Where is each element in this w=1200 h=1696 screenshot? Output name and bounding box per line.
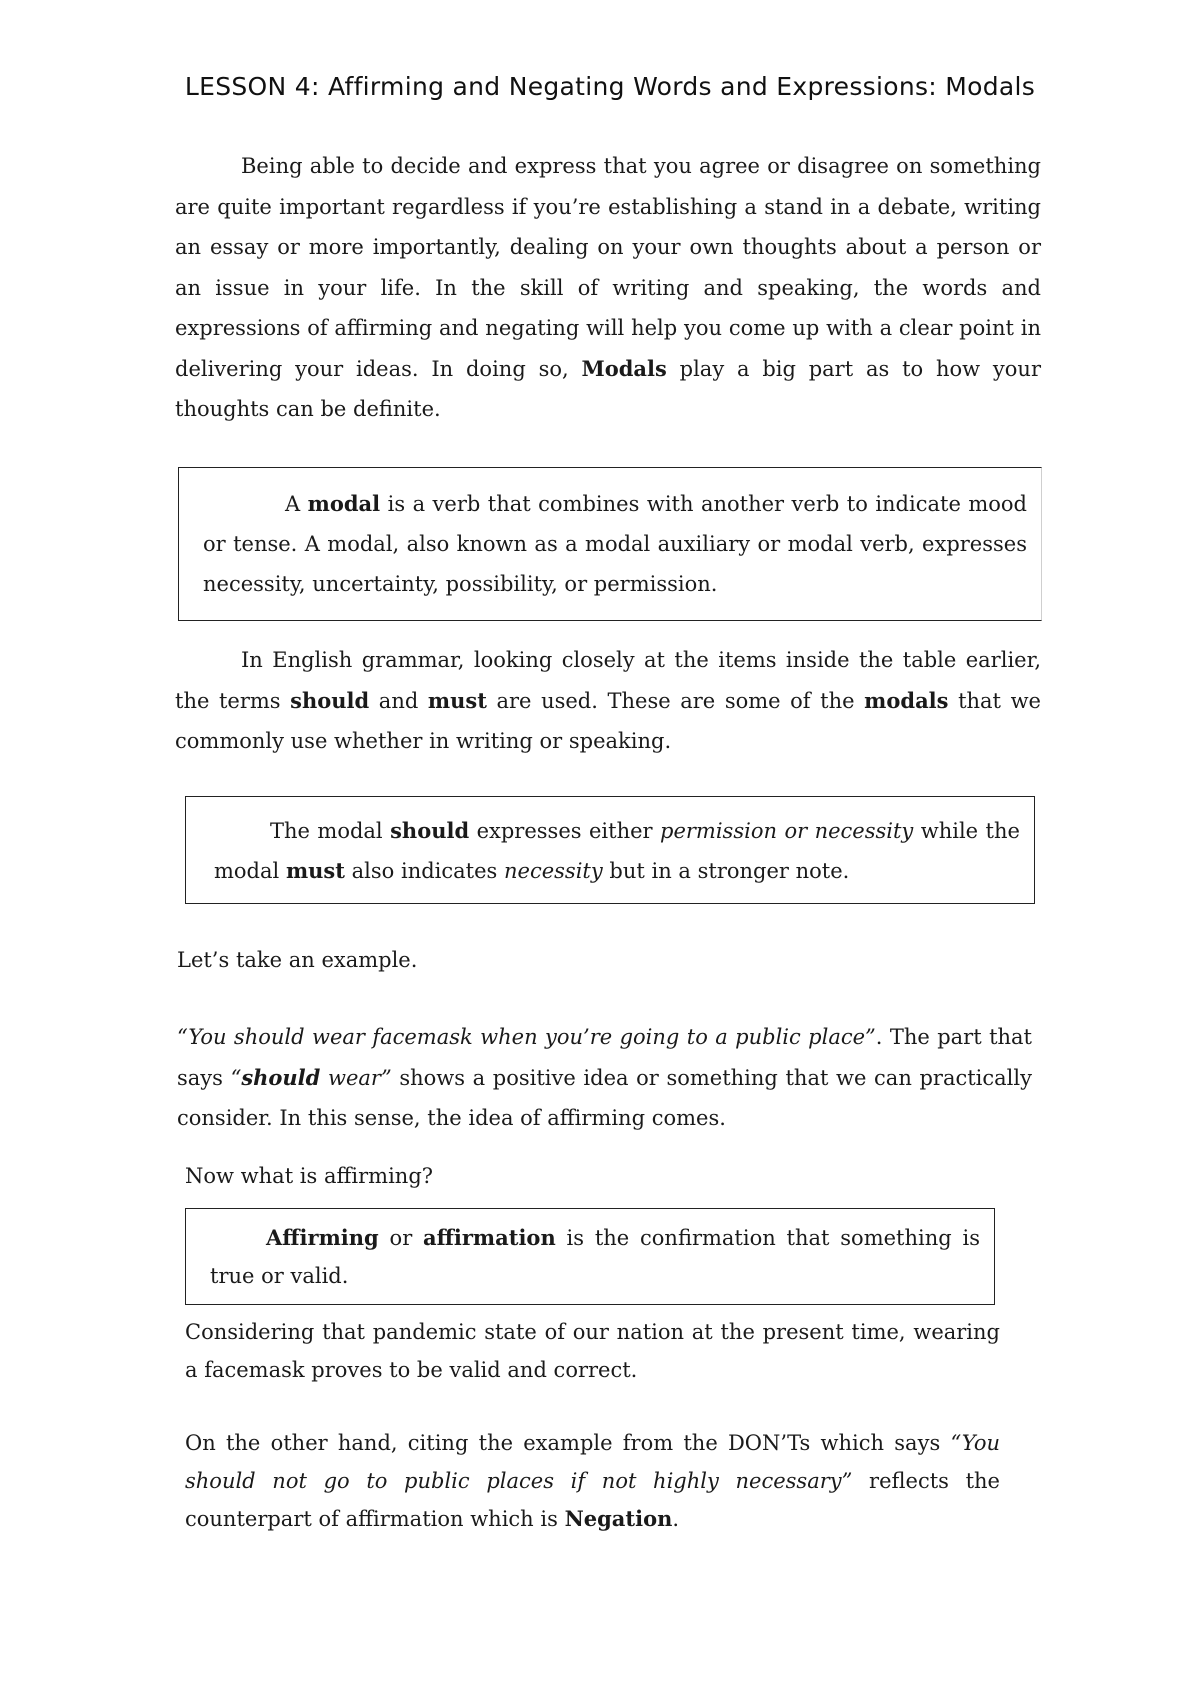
page-title: LESSON 4: Affirming and Negating Words and Expressions: Modals: [184, 72, 1036, 101]
example-intro: Let’s take an example.: [177, 948, 418, 972]
modal-definition-text: A modal is a verb that combines with another verb to indicate mood or tense. A modal, also known as a modal auxiliary or modal verb, expresses necessity, uncertainty, possibility, or permission.: [203, 491, 1027, 596]
example-paragraph: “You should wear facemask when you’re going to a public place”. The part that says “should wear” shows a positive idea or something that we can practically consider. In this sense, the idea of affirming comes.: [177, 1025, 1032, 1130]
pandemic-paragraph: Considering that pandemic state of our nation at the present time, wearing a facemask proves to be valid and correct.: [185, 1320, 1000, 1382]
affirming-definition-text: Affirming or affirmation is the confirmation that something is true or valid.: [210, 1225, 980, 1288]
modal-definition-box: [178, 467, 1042, 621]
affirming-definition-box: [185, 1208, 995, 1305]
should-must-text: The modal should expresses either permission or necessity while the modal must also indicates necessity but in a stronger note.: [214, 818, 1020, 883]
intro-paragraph: Being able to decide and express that you agree or disagree on something are quite important regardless if you’re establishing a stand in a debate, writing an essay or more importantly, dealing on your own thoughts about a person or an issue in your life. In the skill of writing and speaking, the words and expressions of affirming and negating will help you come up with a clear point in delivering your ideas. In doing so, Modals play a big part as to how your thoughts can be definite.: [175, 154, 1041, 421]
should-must-box: [185, 796, 1035, 904]
grammar-paragraph: In English grammar, looking closely at the items inside the table earlier, the terms should and must are used. These are some of the modals that we commonly use whether in writing or speaking.: [175, 648, 1041, 753]
affirming-question: Now what is affirming?: [185, 1164, 434, 1188]
negation-paragraph: On the other hand, citing the example from the DON’Ts which says “You should not go to public places if not highly necessary” reflects the counterpart of affirmation which is Negation.: [185, 1431, 1000, 1531]
